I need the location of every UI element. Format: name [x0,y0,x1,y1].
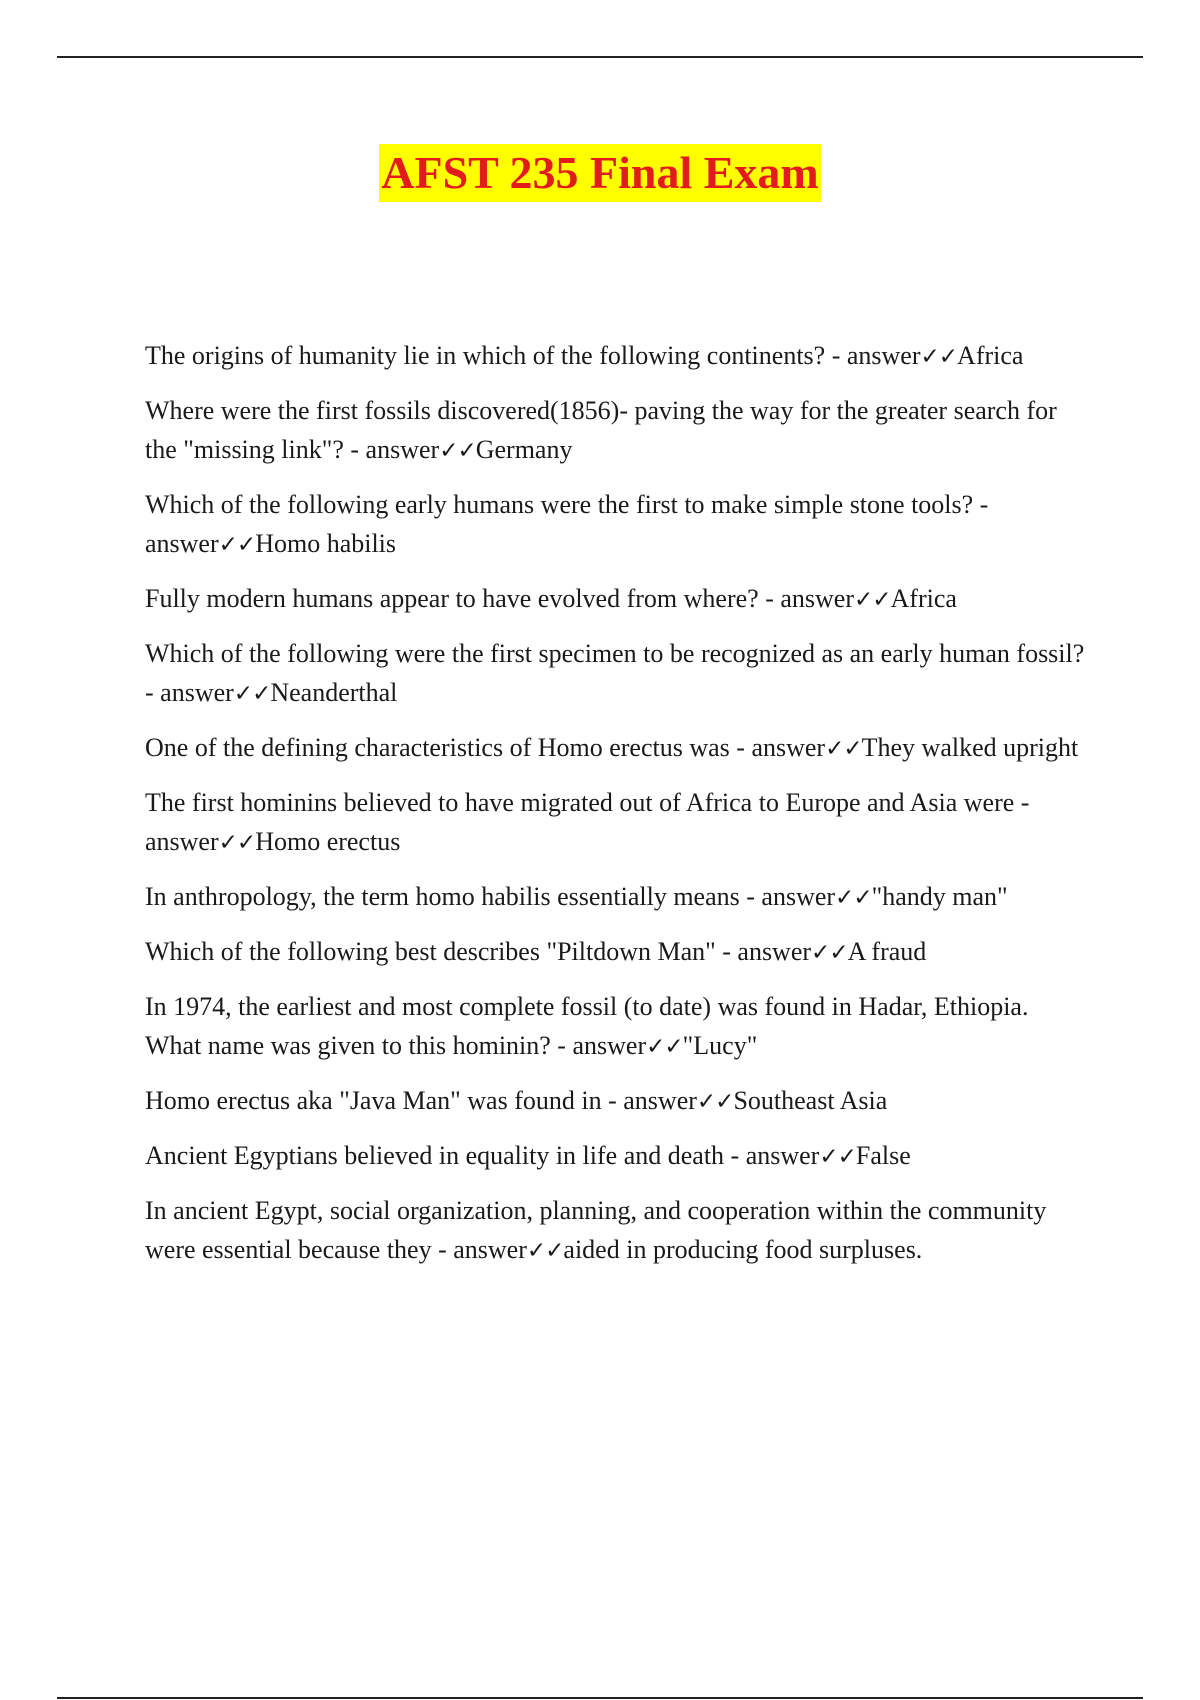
question-text: Which of the following early humans were the first to make simple stone tools? - answer [145,490,989,558]
qa-item [145,1191,1085,1271]
checkmark-icon: ✓✓ [439,438,476,464]
checkmark-icon: ✓✓ [853,587,891,613]
checkmark-icon: ✓✓ [920,344,958,370]
qa-item [145,877,1085,918]
qa-item [145,1136,1085,1177]
qa-item [145,932,1085,973]
question-list [145,336,1085,1285]
question-text: In 1974, the earliest and most complete fossil (to date) was found in Hadar, Ethiopia. What name was given to this hominin? - answer [145,992,1029,1060]
question-text: Which of the following were the first specimen to be recognized as an early human fossil? - answer [145,639,1085,707]
question-text: One of the defining characteristics of Homo erectus was - answer [145,733,826,762]
question-text: Ancient Egyptians believed in equality in life and death - answer [145,1141,820,1170]
answer-text: A fraud [847,937,927,966]
checkmark-icon: ✓✓ [218,532,256,558]
answer-text: Southeast Asia [733,1086,888,1115]
title-container [0,144,1200,202]
checkmark-icon: ✓✓ [819,1144,856,1170]
question-text: In anthropology, the term homo habilis essentially means - answer [145,882,836,911]
checkmark-icon: ✓✓ [218,830,256,856]
qa-item [145,391,1085,471]
checkmark-icon: ✓✓ [233,681,271,707]
checkmark-icon: ✓✓ [646,1034,683,1060]
answer-text: Africa [890,584,957,613]
qa-item [145,728,1085,769]
question-text: Fully modern humans appear to have evolved from where? - answer [145,584,854,613]
qa-item [145,987,1085,1067]
answer-text: "Lucy" [682,1031,758,1060]
qa-item [145,336,1085,377]
checkmark-icon: ✓✓ [825,736,862,762]
question-text: The first hominins believed to have migrated out of Africa to Europe and Asia were - answer [145,788,1030,856]
question-text: Homo erectus aka "Java Man" was found in - answer [145,1086,697,1115]
answer-text: Homo habilis [255,529,397,558]
answer-text: "handy man" [871,882,1008,911]
question-text: In ancient Egypt, social organization, planning, and cooperation within the community were essential because they - answer [145,1196,1047,1264]
qa-item [145,1081,1085,1122]
question-text: The origins of humanity lie in which of the following continents? - answer [145,341,921,370]
answer-text: Africa [957,341,1024,370]
answer-text: Homo erectus [255,827,401,856]
answer-text: Germany [475,435,573,464]
qa-item [145,783,1085,863]
top-rule [57,56,1143,58]
question-text: Which of the following best describes "Piltdown Man" - answer [145,937,812,966]
answer-text: False [855,1141,911,1170]
qa-item [145,485,1085,565]
checkmark-icon: ✓✓ [835,885,872,911]
answer-text: aided in producing food surpluses. [563,1235,923,1264]
qa-item [145,579,1085,620]
checkmark-icon: ✓✓ [811,940,848,966]
page-title: AFST 235 Final Exam [379,144,821,202]
answer-text: Neanderthal [270,678,398,707]
question-text: Where were the first fossils discovered(1856)- paving the way for the greater search for the "missing link"? - answer [145,396,1057,464]
checkmark-icon: ✓✓ [696,1089,734,1115]
answer-text: They walked upright [861,733,1079,762]
checkmark-icon: ✓✓ [526,1238,564,1264]
bottom-rule [57,1697,1143,1699]
qa-item [145,634,1085,714]
